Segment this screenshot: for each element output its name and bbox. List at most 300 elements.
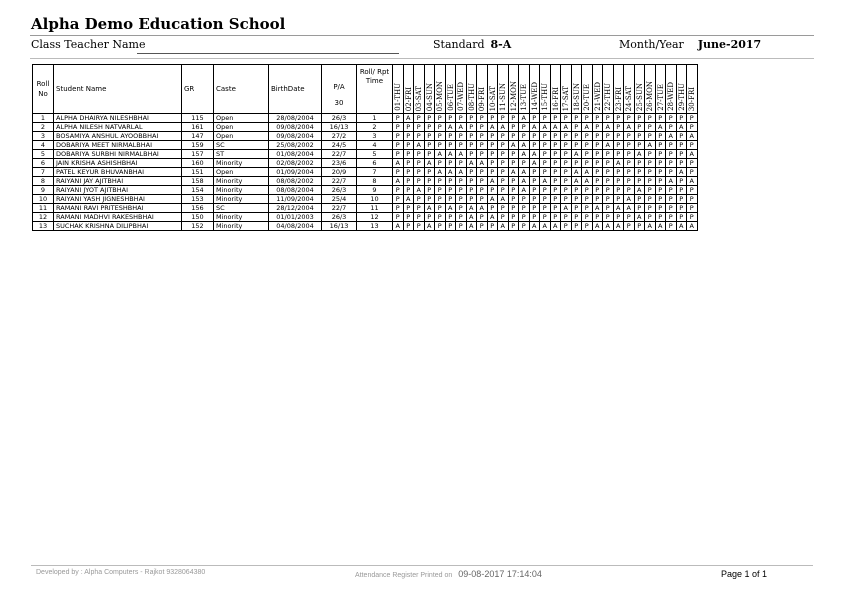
roll-no-cell: 9 xyxy=(33,186,54,195)
printed-date: 09-08-2017 17:14:04 xyxy=(458,569,542,579)
attendance-cell: P xyxy=(676,150,687,159)
day-header xyxy=(561,65,572,114)
caste-cell: ST xyxy=(214,150,269,159)
attendance-cell: P xyxy=(456,222,467,231)
col-pa-total: 30 xyxy=(334,99,344,107)
attendance-cell: P xyxy=(477,195,488,204)
student-name-cell: DOBARIYA SURBHI NIRMALBHAI xyxy=(54,150,182,159)
attendance-cell: P xyxy=(613,168,624,177)
attendance-cell: P xyxy=(487,186,498,195)
attendance-cell: P xyxy=(613,123,624,132)
attendance-cell: P xyxy=(456,132,467,141)
attendance-cell: P xyxy=(487,141,498,150)
roll-rpt-cell: 9 xyxy=(357,186,393,195)
attendance-cell: P xyxy=(519,132,530,141)
month-year-value: June-2017 xyxy=(697,38,762,51)
attendance-cell: P xyxy=(445,186,456,195)
attendance-cell: A xyxy=(466,213,477,222)
attendance-cell: P xyxy=(529,204,540,213)
attendance-cell: P xyxy=(403,168,414,177)
attendance-cell: A xyxy=(498,123,509,132)
day-header xyxy=(508,65,519,114)
header-divider-2 xyxy=(30,58,814,59)
attendance-cell: A xyxy=(487,195,498,204)
attendance-cell: A xyxy=(655,222,666,231)
attendance-cell: P xyxy=(508,186,519,195)
attendance-cell: P xyxy=(393,141,404,150)
attendance-cell: P xyxy=(645,195,656,204)
attendance-cell: P xyxy=(624,114,635,123)
attendance-cell: A xyxy=(624,195,635,204)
attendance-cell: A xyxy=(666,177,677,186)
table-header-row xyxy=(33,65,698,114)
roll-no-cell: 11 xyxy=(33,204,54,213)
attendance-cell: P xyxy=(687,141,698,150)
attendance-cell: P xyxy=(582,204,593,213)
attendance-cell: P xyxy=(519,195,530,204)
attendance-cell: P xyxy=(445,141,456,150)
day-header xyxy=(645,65,656,114)
attendance-cell: A xyxy=(529,159,540,168)
attendance-cell: P xyxy=(540,132,551,141)
attendance-cell: P xyxy=(456,177,467,186)
roll-no-cell: 13 xyxy=(33,222,54,231)
roll-no-cell: 5 xyxy=(33,150,54,159)
attendance-cell: A xyxy=(613,159,624,168)
attendance-cell: P xyxy=(456,213,467,222)
gr-cell: 158 xyxy=(182,177,214,186)
attendance-cell: P xyxy=(519,222,530,231)
pa-cell: 23/6 xyxy=(322,159,357,168)
attendance-cell: P xyxy=(634,132,645,141)
roll-rpt-cell: 10 xyxy=(357,195,393,204)
attendance-cell: P xyxy=(676,132,687,141)
attendance-cell: P xyxy=(435,114,446,123)
day-header xyxy=(445,65,456,114)
attendance-cell: A xyxy=(508,141,519,150)
day-header xyxy=(477,65,488,114)
attendance-cell: A xyxy=(519,168,530,177)
table-row xyxy=(33,114,698,123)
pa-cell: 20/9 xyxy=(322,168,357,177)
attendance-cell: P xyxy=(540,195,551,204)
attendance-cell: P xyxy=(687,114,698,123)
attendance-cell: P xyxy=(687,186,698,195)
roll-rpt-cell: 1 xyxy=(357,114,393,123)
printed-info xyxy=(355,569,542,579)
caste-cell: Open xyxy=(214,123,269,132)
attendance-cell: P xyxy=(550,186,561,195)
attendance-cell: P xyxy=(582,186,593,195)
pa-cell: 26/3 xyxy=(322,186,357,195)
day-header xyxy=(571,65,582,114)
attendance-cell: P xyxy=(435,177,446,186)
attendance-cell: P xyxy=(571,186,582,195)
roll-no-cell: 1 xyxy=(33,114,54,123)
attendance-cell: P xyxy=(645,213,656,222)
class-teacher-field xyxy=(137,53,399,54)
pa-cell: 22/7 xyxy=(322,204,357,213)
attendance-cell: A xyxy=(445,123,456,132)
attendance-cell: A xyxy=(582,177,593,186)
attendance-cell: P xyxy=(666,195,677,204)
gr-cell: 153 xyxy=(182,195,214,204)
attendance-cell: P xyxy=(466,123,477,132)
attendance-cell: A xyxy=(477,159,488,168)
attendance-cell: P xyxy=(645,186,656,195)
attendance-cell: P xyxy=(676,177,687,186)
attendance-cell: P xyxy=(592,114,603,123)
attendance-cell: P xyxy=(508,195,519,204)
attendance-cell: P xyxy=(582,222,593,231)
attendance-cell: A xyxy=(613,222,624,231)
attendance-cell: A xyxy=(519,141,530,150)
day-header xyxy=(550,65,561,114)
day-header xyxy=(687,65,698,114)
attendance-cell: P xyxy=(445,132,456,141)
table-row xyxy=(33,195,698,204)
attendance-cell: P xyxy=(592,141,603,150)
attendance-cell: P xyxy=(424,114,435,123)
attendance-cell: P xyxy=(529,177,540,186)
attendance-cell: A xyxy=(571,177,582,186)
day-label: 13-TUE xyxy=(520,84,528,111)
attendance-cell: P xyxy=(571,159,582,168)
day-header xyxy=(393,65,404,114)
caste-cell: Open xyxy=(214,114,269,123)
attendance-cell: P xyxy=(655,132,666,141)
col-roll-no: Roll No xyxy=(33,65,54,114)
attendance-cell: A xyxy=(676,222,687,231)
attendance-cell: A xyxy=(445,168,456,177)
attendance-cell: P xyxy=(561,213,572,222)
attendance-cell: P xyxy=(477,114,488,123)
attendance-cell: P xyxy=(477,177,488,186)
attendance-cell: A xyxy=(414,186,425,195)
attendance-cell: P xyxy=(540,159,551,168)
student-name-cell: SUCHAK KRISHNA DILIPBHAI xyxy=(54,222,182,231)
attendance-cell: P xyxy=(403,213,414,222)
attendance-cell: A xyxy=(393,159,404,168)
attendance-cell: P xyxy=(529,213,540,222)
attendance-cell: P xyxy=(424,195,435,204)
attendance-cell: P xyxy=(403,186,414,195)
attendance-cell: P xyxy=(403,141,414,150)
day-header xyxy=(519,65,530,114)
attendance-cell: P xyxy=(582,114,593,123)
day-label: 03-SAT xyxy=(415,85,423,111)
attendance-cell: P xyxy=(403,177,414,186)
birthdate-cell: 11/09/2004 xyxy=(269,195,322,204)
birthdate-cell: 25/08/2002 xyxy=(269,141,322,150)
attendance-cell: P xyxy=(655,150,666,159)
attendance-cell: P xyxy=(529,168,540,177)
attendance-cell: P xyxy=(592,186,603,195)
day-label: 01-THU xyxy=(394,83,402,111)
attendance-cell: P xyxy=(624,159,635,168)
attendance-cell: P xyxy=(529,114,540,123)
attendance-cell: P xyxy=(540,150,551,159)
pa-cell: 27/2 xyxy=(322,132,357,141)
attendance-cell: P xyxy=(603,150,614,159)
roll-rpt-cell: 11 xyxy=(357,204,393,213)
attendance-cell: P xyxy=(676,195,687,204)
day-header xyxy=(655,65,666,114)
attendance-cell: P xyxy=(508,204,519,213)
attendance-cell: A xyxy=(676,168,687,177)
attendance-cell: A xyxy=(634,150,645,159)
attendance-cell: P xyxy=(550,195,561,204)
attendance-cell: P xyxy=(634,114,645,123)
attendance-cell: A xyxy=(687,132,698,141)
table-row xyxy=(33,168,698,177)
attendance-cell: P xyxy=(445,114,456,123)
gr-cell: 151 xyxy=(182,168,214,177)
attendance-cell: A xyxy=(540,177,551,186)
attendance-cell: P xyxy=(393,168,404,177)
attendance-cell: A xyxy=(445,150,456,159)
attendance-cell: P xyxy=(414,123,425,132)
attendance-cell: A xyxy=(519,150,530,159)
birthdate-cell: 28/08/2004 xyxy=(269,114,322,123)
day-label: 02-FRI xyxy=(404,86,413,111)
table-row xyxy=(33,222,698,231)
day-label: 12-MON xyxy=(509,80,518,111)
attendance-cell: P xyxy=(477,132,488,141)
attendance-cell: P xyxy=(456,195,467,204)
attendance-cell: A xyxy=(487,213,498,222)
table-row xyxy=(33,204,698,213)
roll-rpt-cell: 4 xyxy=(357,141,393,150)
birthdate-cell: 09/08/2004 xyxy=(269,123,322,132)
day-header xyxy=(487,65,498,114)
attendance-cell: P xyxy=(403,204,414,213)
attendance-cell: P xyxy=(645,177,656,186)
attendance-cell: P xyxy=(540,168,551,177)
col-caste: Caste xyxy=(214,65,269,114)
roll-no-cell: 7 xyxy=(33,168,54,177)
attendance-cell: P xyxy=(603,177,614,186)
attendance-cell: P xyxy=(624,177,635,186)
attendance-cell: P xyxy=(466,168,477,177)
attendance-cell: P xyxy=(645,204,656,213)
col-roll-rpt-time: Roll/ Rpt Time xyxy=(357,65,393,114)
attendance-cell: P xyxy=(655,213,666,222)
attendance-cell: P xyxy=(456,204,467,213)
attendance-cell: P xyxy=(582,213,593,222)
attendance-cell: A xyxy=(424,159,435,168)
attendance-cell: P xyxy=(666,123,677,132)
birthdate-cell: 09/08/2004 xyxy=(269,132,322,141)
attendance-cell: P xyxy=(603,204,614,213)
attendance-cell: P xyxy=(550,141,561,150)
attendance-cell: P xyxy=(445,222,456,231)
standard-info xyxy=(433,38,511,51)
attendance-cell: P xyxy=(592,159,603,168)
attendance-cell: A xyxy=(487,123,498,132)
roll-rpt-cell: 12 xyxy=(357,213,393,222)
attendance-cell: P xyxy=(403,159,414,168)
month-year-info xyxy=(619,38,761,51)
attendance-cell: P xyxy=(571,204,582,213)
day-label: 23-FRI xyxy=(614,86,623,111)
attendance-cell: P xyxy=(624,150,635,159)
attendance-cell: A xyxy=(445,204,456,213)
attendance-cell: P xyxy=(540,114,551,123)
attendance-cell: P xyxy=(561,141,572,150)
attendance-cell: P xyxy=(561,150,572,159)
caste-cell: SC xyxy=(214,204,269,213)
table-row xyxy=(33,159,698,168)
attendance-cell: P xyxy=(487,222,498,231)
attendance-cell: P xyxy=(477,186,488,195)
day-header xyxy=(456,65,467,114)
attendance-cell: A xyxy=(424,204,435,213)
attendance-cell: P xyxy=(645,168,656,177)
table-row xyxy=(33,150,698,159)
attendance-cell: P xyxy=(561,114,572,123)
attendance-cell: P xyxy=(508,213,519,222)
attendance-cell: P xyxy=(498,213,509,222)
attendance-cell: P xyxy=(676,114,687,123)
attendance-cell: P xyxy=(424,132,435,141)
month-year-label: Month/Year xyxy=(619,38,684,51)
attendance-cell: P xyxy=(435,222,446,231)
col-student-name: Student Name xyxy=(54,65,182,114)
attendance-cell: A xyxy=(403,114,414,123)
birthdate-cell: 08/08/2002 xyxy=(269,177,322,186)
attendance-cell: P xyxy=(414,213,425,222)
attendance-cell: P xyxy=(634,168,645,177)
attendance-cell: P xyxy=(508,123,519,132)
attendance-cell: P xyxy=(676,204,687,213)
attendance-cell: P xyxy=(687,204,698,213)
attendance-cell: P xyxy=(687,123,698,132)
attendance-cell: P xyxy=(487,159,498,168)
attendance-cell: P xyxy=(666,213,677,222)
attendance-cell: P xyxy=(634,159,645,168)
attendance-cell: P xyxy=(435,132,446,141)
attendance-cell: P xyxy=(613,150,624,159)
gr-cell: 115 xyxy=(182,114,214,123)
attendance-cell: A xyxy=(592,204,603,213)
pa-cell: 24/5 xyxy=(322,141,357,150)
attendance-cell: P xyxy=(508,132,519,141)
table-row xyxy=(33,177,698,186)
gr-cell: 160 xyxy=(182,159,214,168)
pa-cell: 22/7 xyxy=(322,150,357,159)
attendance-cell: P xyxy=(424,123,435,132)
attendance-cell: P xyxy=(498,168,509,177)
attendance-cell: P xyxy=(477,213,488,222)
attendance-cell: P xyxy=(571,213,582,222)
attendance-cell: P xyxy=(519,213,530,222)
attendance-cell: P xyxy=(634,141,645,150)
attendance-cell: P xyxy=(477,150,488,159)
attendance-cell: P xyxy=(666,114,677,123)
attendance-cell: P xyxy=(655,186,666,195)
day-label: 06-TUE xyxy=(446,84,455,111)
attendance-cell: P xyxy=(613,195,624,204)
attendance-cell: P xyxy=(393,195,404,204)
attendance-cell: P xyxy=(414,195,425,204)
attendance-cell: P xyxy=(592,123,603,132)
attendance-cell: P xyxy=(676,141,687,150)
attendance-cell: P xyxy=(487,150,498,159)
attendance-cell: P xyxy=(666,168,677,177)
attendance-cell: P xyxy=(540,204,551,213)
attendance-cell: P xyxy=(655,114,666,123)
birthdate-cell: 02/08/2002 xyxy=(269,159,322,168)
attendance-cell: P xyxy=(634,195,645,204)
roll-rpt-cell: 5 xyxy=(357,150,393,159)
attendance-cell: P xyxy=(582,159,593,168)
attendance-cell: P xyxy=(529,141,540,150)
gr-cell: 159 xyxy=(182,141,214,150)
attendance-cell: P xyxy=(519,204,530,213)
attendance-cell: P xyxy=(466,150,477,159)
day-label: 28-WED xyxy=(667,82,675,111)
attendance-cell: P xyxy=(603,132,614,141)
attendance-cell: P xyxy=(687,168,698,177)
attendance-cell: P xyxy=(456,141,467,150)
attendance-cell: P xyxy=(445,177,456,186)
day-header xyxy=(624,65,635,114)
attendance-cell: P xyxy=(613,114,624,123)
attendance-cell: P xyxy=(424,213,435,222)
page-number: Page 1 of 1 xyxy=(721,569,768,579)
day-header xyxy=(403,65,414,114)
attendance-cell: P xyxy=(393,132,404,141)
col-pa-label: P/A xyxy=(333,83,345,91)
attendance-cell: P xyxy=(655,141,666,150)
day-label: 29-THU xyxy=(677,83,686,111)
attendance-cell: P xyxy=(445,195,456,204)
pa-cell: 26/3 xyxy=(322,114,357,123)
attendance-cell: P xyxy=(435,159,446,168)
student-name-cell: BOSAMIYA ANSHUL AYOOBBHAI xyxy=(54,132,182,141)
attendance-cell: P xyxy=(687,195,698,204)
birthdate-cell: 01/01/2003 xyxy=(269,213,322,222)
day-label: 16-FRI xyxy=(551,86,560,111)
attendance-cell: A xyxy=(435,150,446,159)
printed-label: Attendance Register Printed on xyxy=(355,572,453,579)
attendance-cell: P xyxy=(613,177,624,186)
attendance-cell: A xyxy=(435,168,446,177)
attendance-cell: P xyxy=(487,132,498,141)
attendance-cell: A xyxy=(403,195,414,204)
col-pa xyxy=(322,65,357,114)
birthdate-cell: 08/08/2004 xyxy=(269,186,322,195)
attendance-cell: A xyxy=(571,150,582,159)
attendance-cell: P xyxy=(466,141,477,150)
student-name-cell: PATEL KEYUR BHUVANBHAI xyxy=(54,168,182,177)
attendance-cell: A xyxy=(550,222,561,231)
attendance-cell: P xyxy=(424,186,435,195)
pa-cell: 25/4 xyxy=(322,195,357,204)
attendance-cell: P xyxy=(603,186,614,195)
day-header xyxy=(498,65,509,114)
caste-cell: Minority xyxy=(214,186,269,195)
attendance-cell: A xyxy=(540,222,551,231)
roll-rpt-cell: 2 xyxy=(357,123,393,132)
attendance-cell: P xyxy=(414,114,425,123)
roll-rpt-cell: 6 xyxy=(357,159,393,168)
attendance-cell: P xyxy=(561,186,572,195)
attendance-cell: P xyxy=(550,114,561,123)
day-header xyxy=(634,65,645,114)
attendance-cell: P xyxy=(624,168,635,177)
